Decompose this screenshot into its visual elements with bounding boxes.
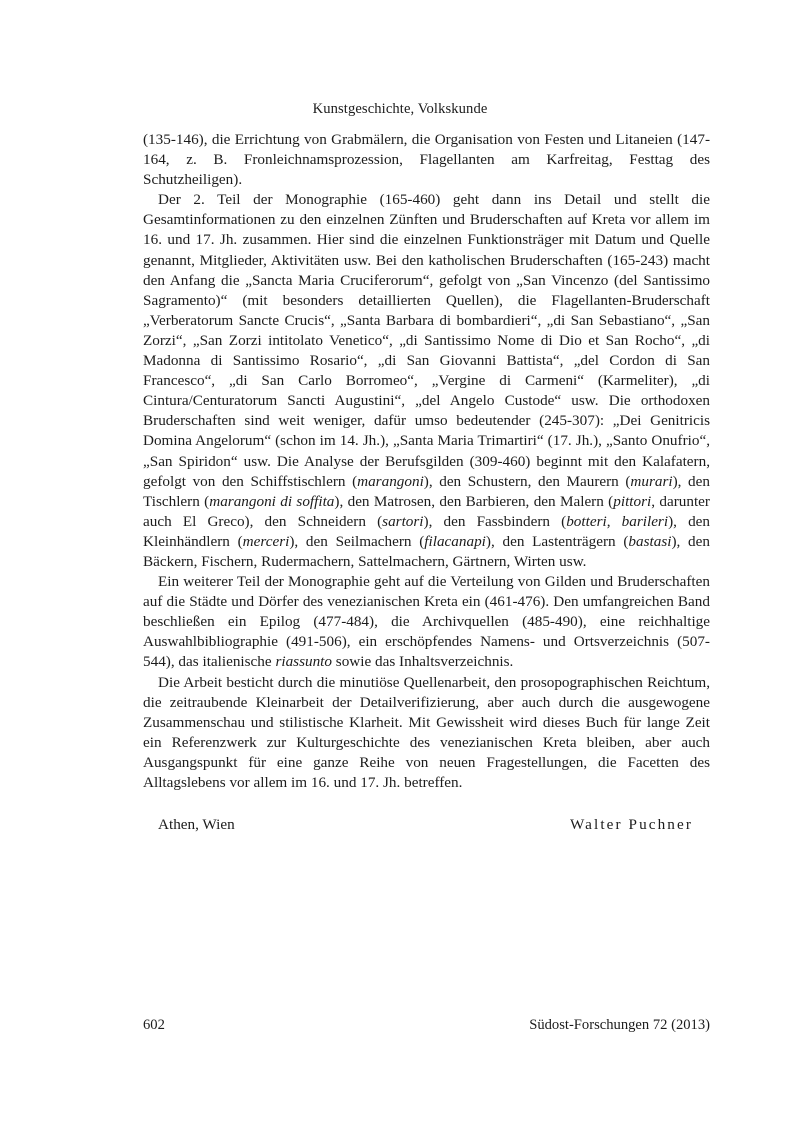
review-body-text [143,130,710,793]
text-run: ), den Lastenträgern ( [485,532,629,550]
text-run: ), den Matrosen, den Barbieren, den Malern ( [334,492,614,510]
text-run: , darunter auch El Greco), den Schneidern ( [143,492,710,530]
italic-term: murari [630,472,673,490]
paragraph [143,190,710,572]
italic-term: botteri [566,512,607,530]
text-run: Der 2. Teil der Monographie (165-460) geht dann ins Detail und stellt die Gesamtinformationen zu den einzelnen Zünften und Bruderschaften auf Kreta vor allem im 16. und 17. Jh. zusammen. Hier sind die einzelnen Funktionsträger mit Datum und Quelle genannt, Mitglieder, Aktivitäten usw. Bei den katholischen Bruderschaften (165-243) macht den Anfang die „Sancta Maria Cruciferorum“, gefolgt von „San Vincenzo (del Santissimo Sagramento)“ (mit besonders detaillierten Quellen), die Flagellanten-Bruderschaft „Verberatorum Sancte Crucis“, „Santa Barbara di bombardieri“, „di San Sebastiano“, „San Zorzi“, „San Zorzi intitolato Venetico“, „di Santissimo Nome di Dio et San Rocho“, „di Madonna di Santissimo Rosario“, „di San Giovanni Battista“, „del Cordon di San Francesco“, „di San Carlo Borromeo“, „Vergine di Carmeni“ (Karmeliter), „di Cintura/Centuratorum Sancti Augustini“, „del Angelo Custode“ usw. Die orthodoxen Bruderschaften sind weit weniger, dafür umso bedeutender (245-307): „Dei Genitricis Domina Angelorum“ (schon im 14. Jh.), „Santa Maria Trimartiri“ (17. Jh.), „Santo Onufrio“, „San Spiridon“ usw. Die Analyse der Berufsgilden (309-460) beginnt mit den Kalafatern, gefolgt von den Schiffstischlern ( [143,191,710,490]
paragraph [143,130,710,190]
journal-citation: Südost-Forschungen 72 (2013) [529,1017,710,1033]
signature-author: Walter Puchner [569,816,693,833]
text-run: sowie das Inhaltsverzeichnis. [331,653,514,671]
text-run: ), den Fassbindern ( [423,512,567,530]
text-run: ), den Seilmachern ( [289,532,425,550]
paragraph [143,673,710,794]
text-run: , [606,512,622,530]
signature-place: Athen, Wien [158,816,235,833]
running-head: Kunstgeschichte, Volkskunde [312,101,488,117]
italic-term: merceri [242,532,290,550]
italic-term: bastasi [628,532,672,550]
italic-term: marangoni [357,472,424,490]
italic-term: marangoni di soffita [209,492,335,510]
text-run: ), den Tischlern ( [143,472,710,510]
italic-term: sartori [382,512,424,530]
italic-term: filacanapi [424,532,486,550]
signature-row [158,815,693,835]
italic-term: barileri [621,512,669,530]
text-run: ), den Schustern, den Maurern ( [423,472,631,490]
text-run: Ein weiterer Teil der Monographie geht auf die Verteilung von Gilden und Bruderschaften auf die Städte und Dörfer des venezianischen Kreta ein (461-476). Den umfangreichen Band beschließen ein Epilog (477-484), die Archivquellen (485-490), eine reichhaltige Auswahlbibliographie (491-506), ein erschöpfendes Namens- und Ortsverzeichnis (507-544), das italienische [143,573,710,671]
italic-term: pittori [613,492,652,510]
paragraph [143,572,710,672]
text-run: Die Arbeit besticht durch die minutiöse Quellenarbeit, den prosopographischen Reichtum, die zeitraubende Kleinarbeit der Detailverifizierung, aber auch durch die ausgewogene Zusammenschau und stilistische Klarheit. Mit Gewissheit wird dieses Buch für lange Zeit ein Referenzwerk zur Kulturgeschichte des venezianischen Kreta bleiben, aber auch Ausgangspunkt für eine ganze Reihe von neuen Fragestellungen, die Facetten des Alltagslebens vor allem im 16. und 17. Jh. betreffen. [143,673,710,791]
italic-term: riassunto [275,653,332,671]
text-run: ), den Bäckern, Fischern, Rudermachern, Sattelmachern, Gärtnern, Wirten usw. [143,532,710,570]
page-number: 602 [143,1017,165,1033]
text-run: ), den Kleinhändlern ( [143,512,711,550]
text-run: (135-146), die Errichtung von Grabmälern, die Organisation von Festen und Litaneien (147-164, z. B. Fronleichnamsprozession, Flagellanten am Karfreitag, Festtag des Schutzheiligen). [143,131,710,189]
